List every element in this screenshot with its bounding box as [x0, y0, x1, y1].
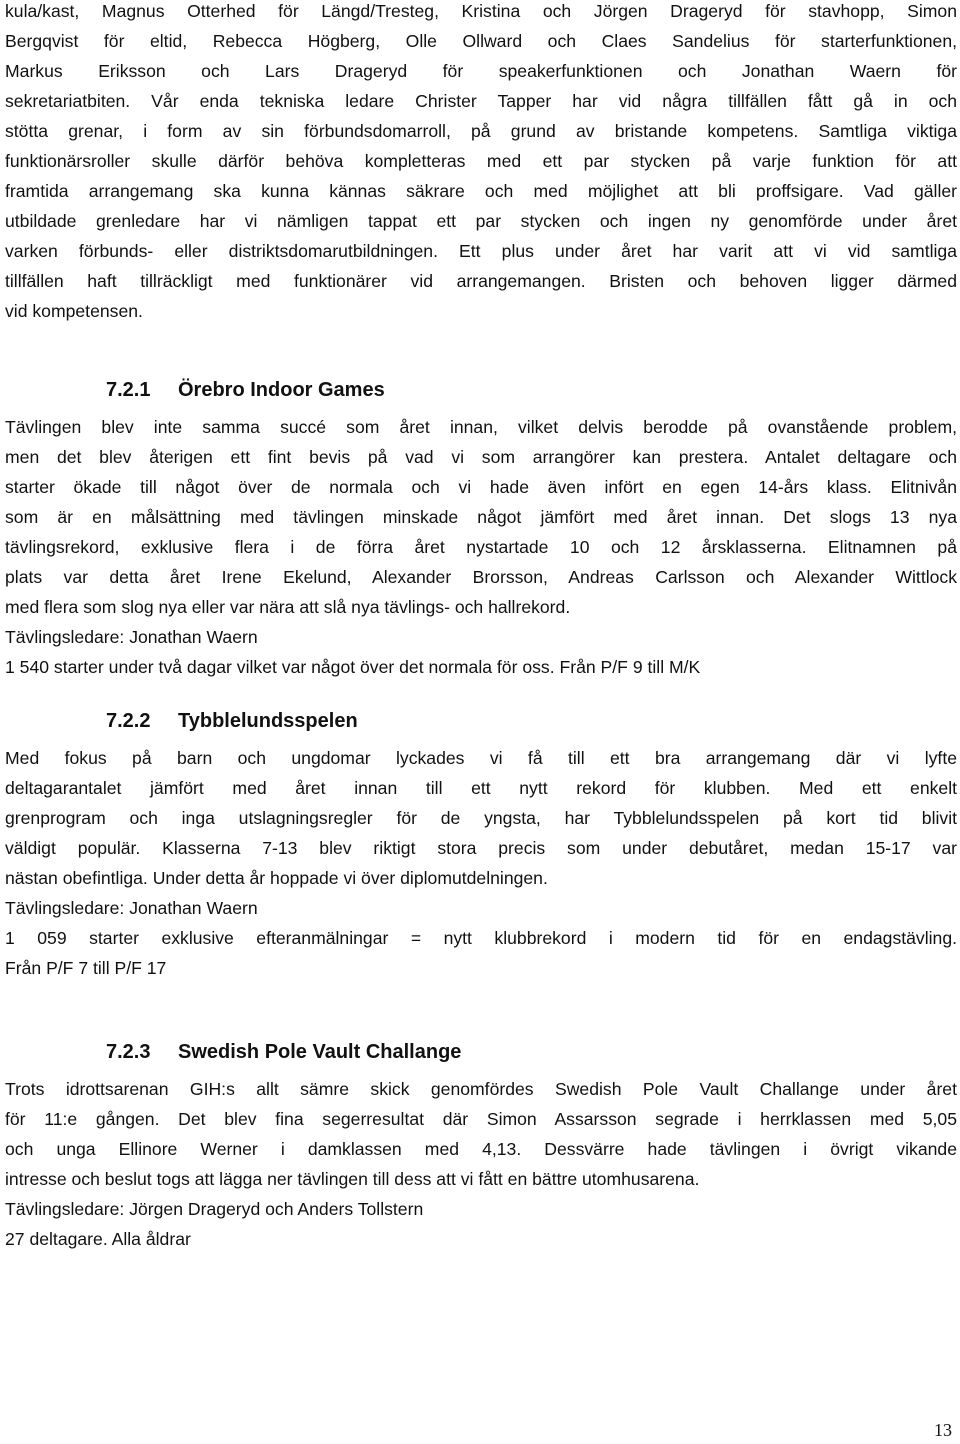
intro-paragraph [5, 0, 957, 326]
text-line: tillfällen haft tillräckligt med funktionärer vid arrangemangen. Bristen och behoven ligger därmed [5, 271, 957, 291]
text-line: stötta grenar, i form av sin förbundsdomarroll, på grund av bristande kompetens. Samtliga viktiga [5, 121, 957, 141]
text-line: utbildade grenledare har vi nämligen tappat ett par stycken och ingen ny genomförde under året [5, 211, 957, 231]
text-line: 1 059 starter exklusive efteranmälningar = nytt klubbrekord i modern tid för en endagstävling. [5, 928, 957, 948]
section-number: 7.2.1 [106, 379, 151, 401]
text-line: Trots idrottsarenan GIH:s allt sämre skick genomfördes Swedish Pole Vault Challange under året [5, 1079, 957, 1099]
text-line: med flera som slog nya eller var nära att slå nya tävlings- och hallrekord. [5, 597, 571, 617]
text-line: väldigt populär. Klasserna 7-13 blev riktigt stora precis som under debutåret, medan 15-17 var [5, 838, 957, 858]
text-line: grenprogram och inga utslagningsregler för de yngsta, har Tybblelundsspelen på kort tid blivit [5, 808, 957, 828]
section-title: Tybblelundsspelen [178, 710, 358, 732]
text-line: Från P/F 7 till P/F 17 [5, 958, 167, 978]
text-line: Tävlingen blev inte samma succé som året innan, vilket delvis berodde på ovanstående problem, [5, 417, 957, 437]
text-line: men det blev återigen ett fint bevis på vad vi som arrangörer kan prestera. Antalet deltagare och [5, 447, 957, 467]
section-body-7-2-2 [5, 743, 957, 983]
text-line: som är en målsättning med tävlingen minskade något jämfört med året innan. Det slogs 13 nya [5, 507, 957, 527]
text-line: kula/kast, Magnus Otterhed för Längd/Tresteg, Kristina och Jörgen Drageryd för stavhopp, Simon [5, 1, 957, 21]
section-number: 7.2.3 [106, 1041, 151, 1063]
section-heading-7-2-3 [106, 1037, 461, 1067]
text-line: Tävlingsledare: Jörgen Drageryd och Anders Tollstern [5, 1199, 424, 1219]
text-line: funktionärsroller skulle därför behöva kompletteras med ett par stycken på varje funktion för att [5, 151, 957, 171]
text-line: Tävlingsledare: Jonathan Waern [5, 627, 258, 647]
text-line: starter ökade till något över de normala och vi hade även infört en egen 14-års klass. Elitnivån [5, 477, 957, 497]
section-title: Swedish Pole Vault Challange [178, 1041, 462, 1063]
section-number: 7.2.2 [106, 710, 151, 732]
text-line: plats var detta året Irene Ekelund, Alexander Brorsson, Andreas Carlsson och Alexander Wittlock [5, 567, 957, 587]
text-line: deltagarantalet jämfört med året innan till ett nytt rekord för klubben. Med ett enkelt [5, 778, 957, 798]
section-body-7-2-1 [5, 412, 957, 682]
text-line: sekretariatbiten. Vår enda tekniska ledare Christer Tapper har vid några tillfällen fått gå in och [5, 91, 957, 111]
text-line: för 11:e gången. Det blev fina segerresultat där Simon Assarsson segrade i herrklassen med 5,05 [5, 1109, 957, 1129]
text-line: nästan obefintliga. Under detta år hoppade vi över diplomutdelningen. [5, 868, 548, 888]
page-number: 13 [934, 1420, 952, 1440]
text-line: framtida arrangemang ska kunna kännas säkrare och med möjlighet att bli proffsigare. Vad gäller [5, 181, 957, 201]
text-line: 27 deltagare. Alla åldrar [5, 1229, 191, 1249]
text-line: och unga Ellinore Werner i damklassen med 4,13. Dessvärre hade tävlingen i övrigt vikande [5, 1139, 957, 1159]
text-line: intresse och beslut togs att lägga ner tävlingen till dess att vi fått en bättre utomhusarena. [5, 1169, 700, 1189]
text-line: Tävlingsledare: Jonathan Waern [5, 898, 258, 918]
section-body-7-2-3 [5, 1074, 957, 1254]
text-line: Med fokus på barn och ungdomar lyckades vi få till ett bra arrangemang där vi lyfte [5, 748, 957, 768]
section-heading-7-2-2 [106, 706, 358, 736]
text-line: 1 540 starter under två dagar vilket var något över det normala för oss. Från P/F 9 till M/K [5, 657, 701, 677]
section-title: Örebro Indoor Games [178, 379, 385, 401]
text-line: varken förbunds- eller distriktsdomarutbildningen. Ett plus under året har varit att vi vid samtliga [5, 241, 957, 261]
text-line: Bergqvist för eltid, Rebecca Högberg, Olle Ollward och Claes Sandelius för starterfunktionen, [5, 31, 957, 51]
section-heading-7-2-1 [106, 375, 385, 405]
text-line: vid kompetensen. [5, 301, 143, 321]
text-line: Markus Eriksson och Lars Drageryd för speakerfunktionen och Jonathan Waern för [5, 61, 957, 81]
text-line: tävlingsrekord, exklusive flera i de förra året nystartade 10 och 12 årsklasserna. Elitnamnen på [5, 537, 957, 557]
